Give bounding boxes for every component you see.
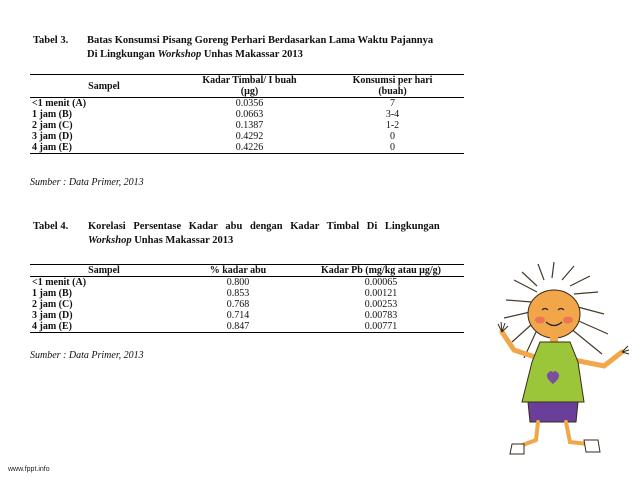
table4-cell-pb: 0.00253	[364, 299, 398, 310]
table3-header-sample: Sampel	[30, 75, 178, 98]
table3-row	[30, 131, 464, 142]
table4-row	[30, 288, 464, 299]
table4	[30, 264, 464, 333]
table4-cell-ash: 0.714	[226, 310, 250, 321]
table4-row	[30, 321, 464, 333]
table4-caption-line2: Workshop Unhas Makassar 2013	[88, 235, 234, 246]
table4-cell-ash: 0.768	[226, 299, 250, 310]
table3-body	[30, 98, 464, 154]
table4-cell-sample: 3 jam (D)	[32, 310, 73, 321]
table4-cell-sample: 2 jam (C)	[32, 299, 73, 310]
table3	[30, 74, 464, 154]
table3-cell-sample: <1 menit (A)	[32, 98, 87, 109]
table4-cell-sample: <1 menit (A)	[32, 277, 87, 288]
table3-header-consumption-unit: (buah)	[321, 86, 464, 98]
table3-cell-sample: 1 jam (B)	[32, 109, 72, 120]
table4-cell-pb: 0.00065	[364, 277, 398, 288]
table4-caption	[33, 220, 503, 250]
table4-cell-sample: 1 jam (B)	[32, 288, 72, 299]
table3-row	[30, 109, 464, 120]
table3-cell-sample: 3 jam (D)	[32, 131, 73, 142]
table4-header-ash: % kadar abu	[178, 265, 298, 277]
table3-header-consumption: Konsumsi per hari	[321, 75, 464, 87]
table3-header-lead: Kadar Timbal/ I buah	[178, 75, 321, 87]
table3-cell-consumption: 3-4	[385, 109, 400, 120]
table3-cell-consumption: 7	[390, 98, 395, 109]
dress	[522, 342, 584, 402]
table4-caption-line1: Korelasi Persentase Kadar abu dengan Kadar Timbal Di Lingkungan	[88, 221, 440, 232]
table4-cell-ash: 0.847	[178, 321, 298, 333]
table4-number: Tabel 4.	[33, 221, 69, 232]
table4-source: Sumber : Data Primer, 2013	[30, 350, 144, 361]
shoe-left	[510, 444, 524, 454]
table3-header-lead-unit: (µg)	[178, 86, 321, 98]
table3-cell-lead: 0.4292	[235, 131, 264, 142]
shorts	[528, 402, 578, 422]
arm-right	[574, 352, 622, 366]
hand-left	[498, 322, 508, 332]
head	[528, 290, 580, 338]
footer-url: www.fppt.info	[8, 466, 50, 473]
table4-cell-ash: 0.853	[226, 288, 250, 299]
table3-caption	[33, 34, 513, 64]
table3-source: Sumber : Data Primer, 2013	[30, 177, 144, 188]
table3-cell-lead: 0.0356	[235, 98, 264, 109]
table3-row	[30, 142, 464, 154]
table4-cell-ash: 0.800	[226, 277, 250, 288]
table4-cell-pb: 0.00121	[364, 288, 398, 299]
table3-cell-consumption: 1-2	[385, 120, 400, 131]
table3-row	[30, 120, 464, 131]
table3-cell-sample: 2 jam (C)	[32, 120, 73, 131]
table3-caption-line1: Batas Konsumsi Pisang Goreng Perhari Berdasarkan Lama Waktu Pajannya	[87, 35, 434, 46]
table4-cell-sample: 4 jam (E)	[30, 321, 178, 333]
table3-caption-line2: Di Lingkungan Workshop Unhas Makassar 2013	[87, 49, 303, 60]
shoe-right	[584, 440, 600, 452]
table3-cell-lead: 0.4226	[178, 142, 321, 154]
table3-cell-consumption: 0	[390, 131, 395, 142]
table4-row	[30, 277, 464, 289]
table4-row	[30, 299, 464, 310]
table3-cell-lead: 0.1387	[235, 120, 264, 131]
table3-number: Tabel 3.	[33, 35, 69, 46]
table4-header-sample: Sampel	[30, 265, 178, 277]
cheek-right	[563, 317, 573, 324]
cheek-left	[535, 317, 545, 324]
table4-header-pb: Kadar Pb (mg/kg atau µg/g)	[298, 265, 464, 277]
table3-row	[30, 98, 464, 110]
table4-cell-pb: 0.00771	[298, 321, 464, 333]
table4-cell-pb: 0.00783	[364, 310, 398, 321]
table3-cell-consumption: 0	[321, 142, 464, 154]
table3-cell-sample: 4 jam (E)	[30, 142, 178, 154]
arm-left	[502, 332, 538, 358]
table3-cell-lead: 0.0663	[235, 109, 264, 120]
leg-left	[520, 422, 538, 446]
table4-body	[30, 277, 464, 333]
table4-row	[30, 310, 464, 321]
cartoon-girl-illustration	[492, 262, 638, 472]
